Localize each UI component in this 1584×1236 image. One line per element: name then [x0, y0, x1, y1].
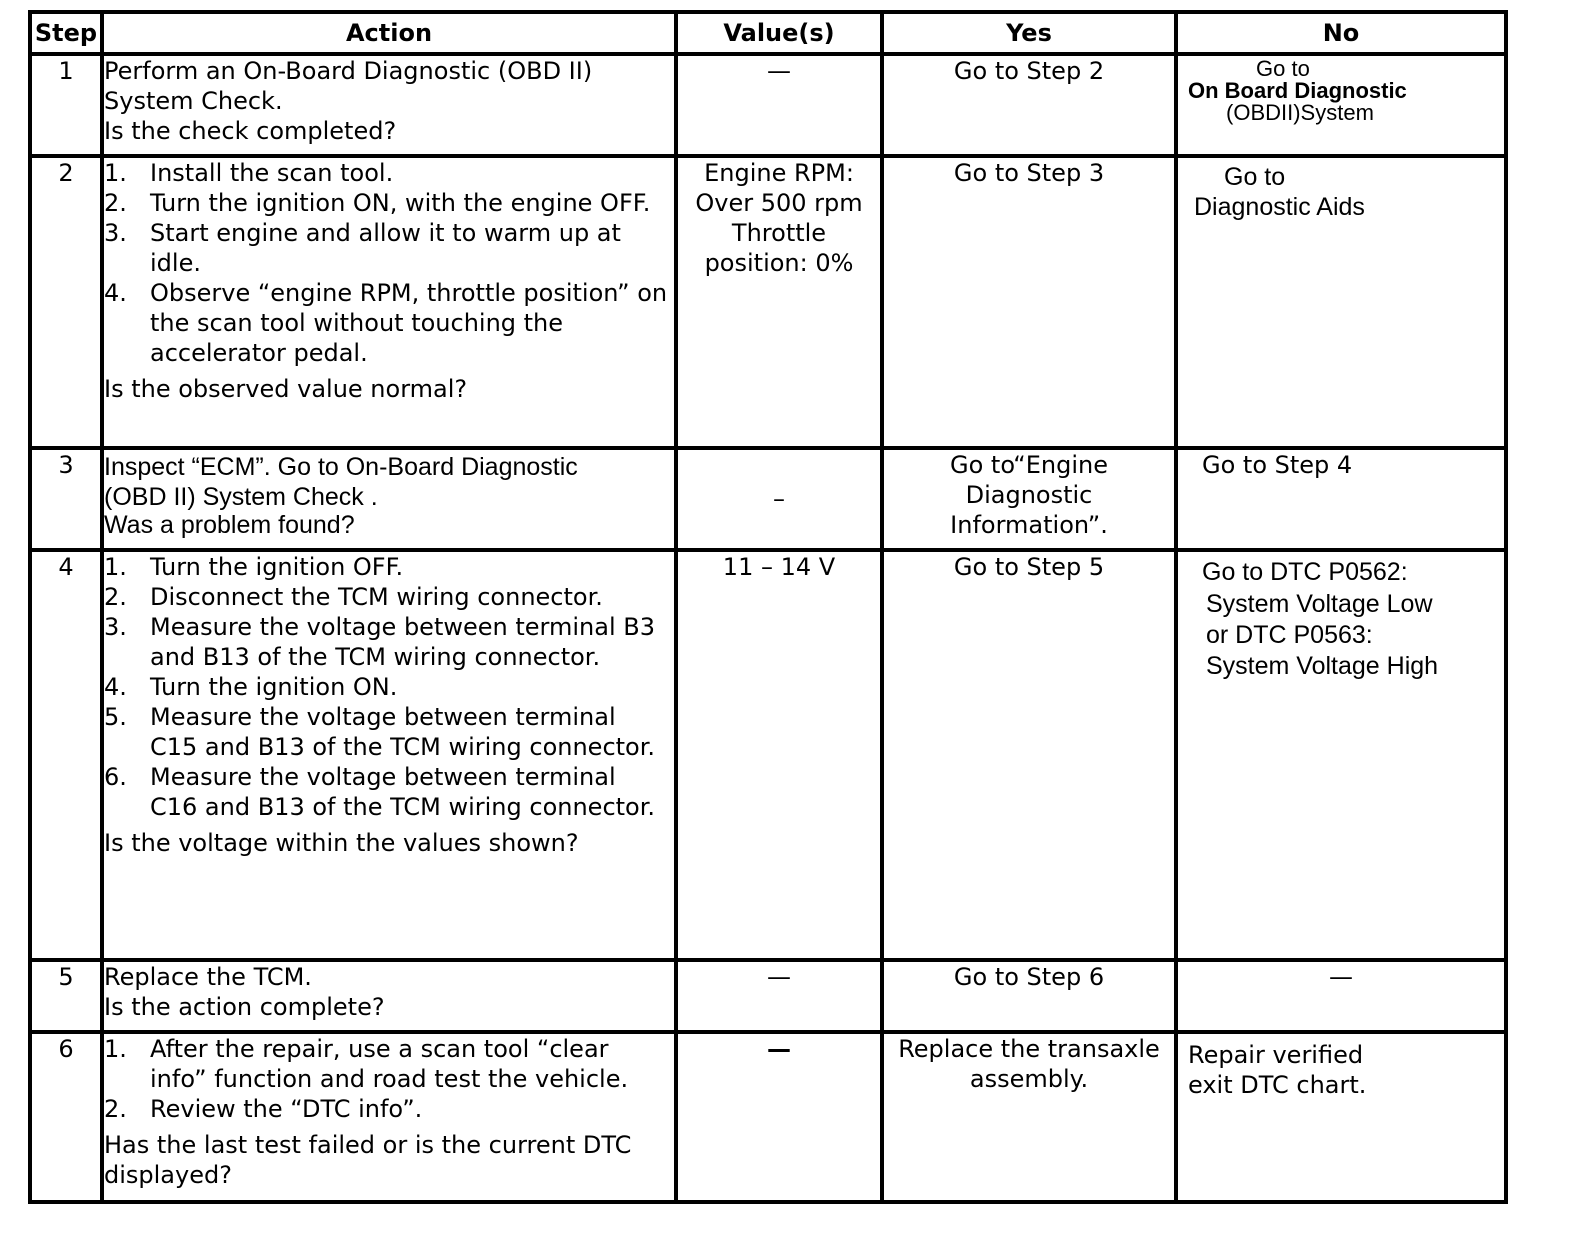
action-line: Was a problem found? [104, 511, 355, 539]
no-cell [1176, 550, 1506, 960]
item-text: Measure the voltage between terminal C16 and B13 of the TCM wiring connector. [150, 763, 656, 821]
header-step: Step [30, 12, 102, 54]
yes-line: Diagnostic [965, 481, 1093, 509]
value-cell [676, 448, 882, 550]
item-number: 5. [104, 703, 127, 731]
item-number: 2. [104, 189, 127, 217]
table-row [30, 156, 1506, 448]
item-number: 3. [104, 219, 127, 247]
yes-cell: Go to Step 5 [882, 550, 1176, 960]
action-steps [104, 552, 674, 822]
item-text: Turn the ignition ON, with the engine OFF. [150, 189, 651, 217]
no-line: exit DTC chart. [1188, 1071, 1367, 1099]
action-cell [102, 960, 676, 1032]
no-line: On Board Diagnostic [1188, 78, 1407, 103]
item-number: 6. [104, 763, 127, 791]
item-text: Install the scan tool. [150, 159, 394, 187]
step-number: 3 [30, 448, 102, 550]
table-row [30, 54, 1506, 156]
item-number: 1. [104, 553, 127, 581]
list-item [104, 278, 674, 368]
header-no: No [1176, 12, 1506, 54]
item-text: Measure the voltage between terminal B3 and B13 of the TCM wiring connector. [150, 613, 655, 671]
action-line: Is the action complete? [104, 993, 385, 1021]
list-item [104, 702, 674, 762]
action-cell [102, 156, 676, 448]
item-text: Turn the ignition ON. [150, 673, 398, 701]
yes-line: Go to“Engine [950, 451, 1108, 479]
item-text: After the repair, use a scan tool “clear info” function and road test the vehicle. [150, 1035, 629, 1093]
no-line: System Voltage Low [1206, 590, 1433, 618]
value-line: Throttle [731, 219, 827, 247]
no-line: Go to [1224, 163, 1286, 191]
list-item [104, 582, 674, 612]
yes-line: Replace the transaxle [898, 1035, 1160, 1063]
list-item [104, 552, 674, 582]
item-text: Disconnect the TCM wiring connector. [150, 583, 603, 611]
action-question: Is the observed value normal? [104, 375, 468, 403]
value-line: Over 500 rpm [695, 189, 863, 217]
item-number: 4. [104, 279, 127, 307]
yes-cell: Go to Step 3 [882, 156, 1176, 448]
item-text: Start engine and allow it to warm up at idle. [150, 219, 621, 277]
item-number: 2. [104, 583, 127, 611]
header-action: Action [102, 12, 676, 54]
action-question: Is the voltage within the values shown? [104, 829, 579, 857]
step-number: 4 [30, 550, 102, 960]
yes-line: Information”. [950, 511, 1108, 539]
item-number: 1. [104, 159, 127, 187]
list-item [104, 762, 674, 822]
value-text: – [773, 485, 785, 513]
action-cell [102, 448, 676, 550]
no-cell [1176, 156, 1506, 448]
diagnostic-table [28, 10, 1508, 1204]
header-row [30, 12, 1506, 54]
step-number: 6 [30, 1032, 102, 1202]
value-cell: — [676, 1032, 882, 1202]
no-cell [1176, 1032, 1506, 1202]
list-item [104, 1094, 674, 1124]
item-text: Review the “DTC info”. [150, 1095, 423, 1123]
value-line: position: 0% [704, 249, 854, 277]
action-line: (OBD II) System Check . [104, 483, 378, 511]
table-row [30, 1032, 1506, 1202]
no-cell: Go to Step 4 [1176, 448, 1506, 550]
list-item [104, 612, 674, 672]
no-line: (OBDII)System [1226, 100, 1374, 125]
yes-cell [882, 448, 1176, 550]
table-row [30, 550, 1506, 960]
action-line: System Check. [104, 87, 283, 115]
no-line: Go to DTC P0562: [1202, 558, 1408, 586]
yes-cell: Go to Step 2 [882, 54, 1176, 156]
list-item [104, 188, 674, 218]
value-cell: 11 – 14 V [676, 550, 882, 960]
value-line: Engine RPM: [704, 159, 854, 187]
value-cell: — [676, 54, 882, 156]
step-number: 2 [30, 156, 102, 448]
action-cell [102, 550, 676, 960]
no-line: Repair verified [1188, 1041, 1364, 1069]
header-values: Value(s) [676, 12, 882, 54]
item-text: Observe “engine RPM, throttle position” on the scan tool without touching the accelerator pedal. [150, 279, 668, 367]
no-line: Go to [1256, 56, 1310, 81]
action-line: Perform an On-Board Diagnostic (OBD II) [104, 57, 593, 85]
action-cell [102, 54, 676, 156]
list-item [104, 158, 674, 188]
item-number: 2. [104, 1095, 127, 1123]
item-number: 3. [104, 613, 127, 641]
yes-cell: Go to Step 6 [882, 960, 1176, 1032]
no-line: or DTC P0563: [1206, 621, 1373, 649]
list-item [104, 218, 674, 278]
step-number: 1 [30, 54, 102, 156]
item-text: Turn the ignition OFF. [150, 553, 404, 581]
action-cell [102, 1032, 676, 1202]
yes-cell [882, 1032, 1176, 1202]
no-cell: — [1176, 960, 1506, 1032]
header-yes: Yes [882, 12, 1176, 54]
value-cell [676, 156, 882, 448]
action-steps [104, 1034, 674, 1124]
action-line: Is the check completed? [104, 117, 397, 145]
item-number: 1. [104, 1035, 127, 1063]
step-number: 5 [30, 960, 102, 1032]
item-text: Measure the voltage between terminal C15 and B13 of the TCM wiring connector. [150, 703, 656, 761]
action-line: Inspect “ECM”. Go to On-Board Diagnostic [104, 453, 578, 481]
table-row [30, 448, 1506, 550]
no-line: System Voltage High [1206, 652, 1439, 680]
no-cell [1176, 54, 1506, 156]
value-cell: — [676, 960, 882, 1032]
list-item [104, 672, 674, 702]
action-line: Replace the TCM. [104, 963, 312, 991]
action-steps [104, 158, 674, 368]
yes-line: assembly. [969, 1065, 1089, 1093]
table-row [30, 960, 1506, 1032]
action-question: Has the last test failed or is the current DTC displayed? [104, 1131, 632, 1189]
no-line: Diagnostic Aids [1194, 193, 1365, 221]
item-number: 4. [104, 673, 127, 701]
list-item [104, 1034, 674, 1094]
